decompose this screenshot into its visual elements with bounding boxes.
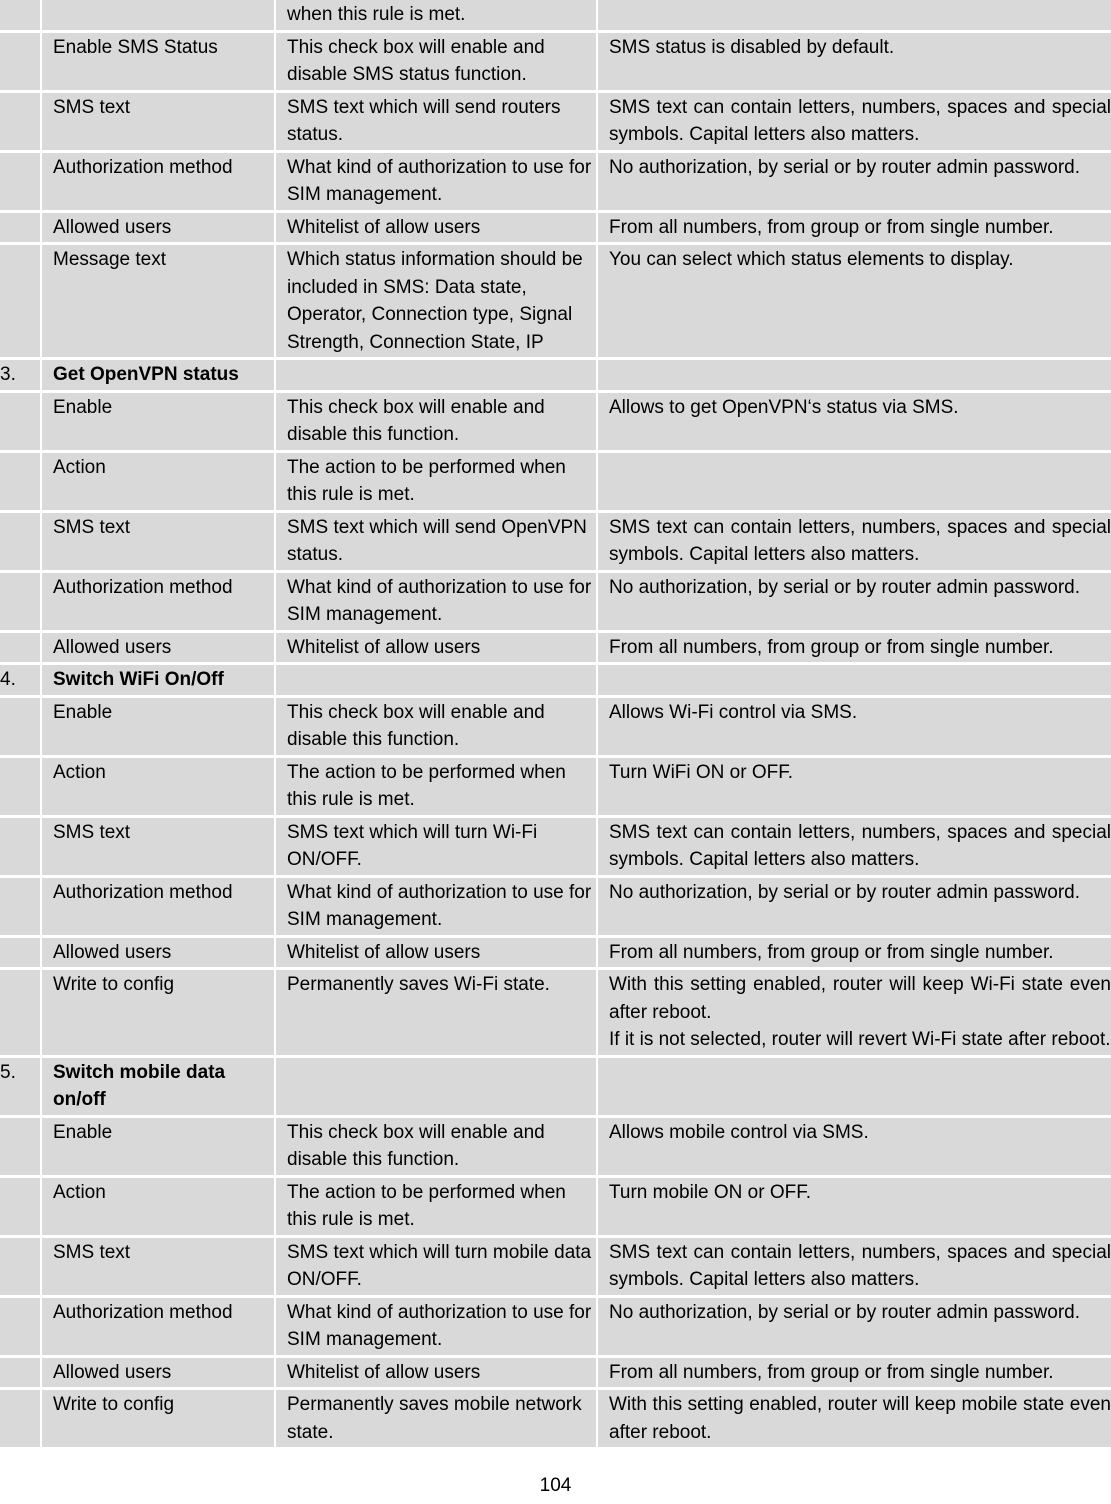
parameter-cell	[42, 360, 276, 393]
row-number-cell-text: 4.	[0, 669, 16, 690]
description-cell-text: when this rule is met.	[287, 4, 466, 25]
notes-cell-text-2: If it is not selected, router will revert Wi-Fi state after reboot.	[609, 1029, 1111, 1050]
description-cell-text: This check box will enable and disable this function.	[287, 1121, 545, 1170]
notes-cell-text: No authorization, by serial or by router admin password.	[609, 881, 1081, 903]
description-cell	[276, 1298, 598, 1358]
notes-cell	[598, 1118, 1111, 1178]
description-cell	[276, 698, 598, 758]
parameter-cell-text: Allowed users	[53, 216, 172, 238]
parameter-cell	[42, 245, 276, 360]
parameter-cell	[42, 633, 276, 666]
parameter-cell	[42, 513, 276, 573]
parameter-cell-text: Action	[53, 761, 106, 783]
description-cell	[276, 818, 598, 878]
row-number-cell	[0, 513, 42, 573]
description-cell	[276, 93, 598, 153]
description-cell-text: The action to be performed when this rule is met.	[287, 456, 566, 505]
description-cell	[276, 213, 598, 246]
section-header-row	[0, 360, 1111, 393]
notes-cell-text: SMS text can contain letters, numbers, spaces and special symbols. Capital letters also matters.	[609, 516, 1111, 565]
description-cell-text: The action to be performed when this rule is met.	[287, 1181, 566, 1230]
parameter-cell-text: Action	[53, 1181, 106, 1203]
description-cell	[276, 1178, 598, 1238]
parameter-cell	[42, 1390, 276, 1450]
parameter-cell	[42, 33, 276, 93]
notes-cell-text: Allows to get OpenVPN‘s status via SMS.	[609, 396, 959, 418]
notes-cell	[598, 758, 1111, 818]
notes-cell	[598, 245, 1111, 360]
parameter-cell-text: SMS text	[53, 1241, 131, 1263]
row-number-cell-text: 3.	[0, 364, 16, 385]
row-number-cell	[0, 1390, 42, 1450]
description-cell	[276, 245, 598, 360]
notes-cell	[598, 360, 1111, 393]
description-cell-text: Permanently saves Wi-Fi state.	[287, 974, 550, 995]
notes-cell	[598, 1390, 1111, 1450]
parameter-cell	[42, 393, 276, 453]
parameter-cell-text: Authorization method	[53, 156, 233, 178]
table-row	[0, 1390, 1111, 1450]
parameter-cell	[42, 0, 276, 33]
parameter-cell	[42, 153, 276, 213]
parameter-cell-text: Enable	[53, 1121, 113, 1143]
table-row	[0, 573, 1111, 633]
description-cell-text: Permanently saves mobile network state.	[287, 1394, 582, 1443]
row-number-cell	[0, 1358, 42, 1391]
parameter-cell-text: Authorization method	[53, 881, 233, 903]
description-cell	[276, 360, 598, 393]
parameter-cell-text: Authorization method	[53, 1301, 233, 1323]
notes-cell	[598, 1178, 1111, 1238]
table-row	[0, 33, 1111, 93]
parameter-cell	[42, 1058, 276, 1118]
notes-cell	[598, 818, 1111, 878]
description-cell	[276, 878, 598, 938]
description-cell-text: This check box will enable and disable this function.	[287, 701, 545, 750]
description-cell	[276, 938, 598, 971]
row-number-cell	[0, 878, 42, 938]
notes-cell-text: SMS text can contain letters, numbers, spaces and special symbols. Capital letters also matters.	[609, 1241, 1111, 1290]
table-row	[0, 1178, 1111, 1238]
notes-cell	[598, 453, 1111, 513]
description-cell-text: SMS text which will turn mobile data ON/OFF.	[287, 1241, 592, 1290]
description-cell	[276, 665, 598, 698]
row-number-cell	[0, 245, 42, 360]
parameter-cell-text: Allowed users	[53, 1361, 172, 1383]
description-cell-text: Whitelist of allow users	[287, 216, 481, 238]
row-number-cell	[0, 1118, 42, 1178]
row-number-cell	[0, 0, 42, 33]
description-cell-text: Whitelist of allow users	[287, 1361, 481, 1383]
notes-cell-text: Turn WiFi ON or OFF.	[609, 761, 794, 783]
table-row	[0, 970, 1111, 1058]
notes-cell	[598, 213, 1111, 246]
description-cell-text: This check box will enable and disable this function.	[287, 396, 545, 445]
table-row	[0, 393, 1111, 453]
description-cell-text: What kind of authorization to use for SIM management.	[287, 576, 592, 625]
row-number-cell	[0, 93, 42, 153]
section-header-row	[0, 1058, 1111, 1118]
description-cell-text: SMS text which will send routers status.	[287, 96, 561, 145]
description-cell	[276, 1358, 598, 1391]
table-row	[0, 93, 1111, 153]
row-number-cell	[0, 1298, 42, 1358]
parameter-cell	[42, 573, 276, 633]
parameter-cell	[42, 1238, 276, 1298]
table-row	[0, 1358, 1111, 1391]
notes-cell	[598, 1238, 1111, 1298]
row-number-cell	[0, 1238, 42, 1298]
row-number-cell	[0, 213, 42, 246]
table-row	[0, 213, 1111, 246]
row-number-cell	[0, 393, 42, 453]
row-number-cell	[0, 665, 42, 698]
parameter-cell	[42, 1358, 276, 1391]
description-cell	[276, 513, 598, 573]
notes-cell-text: No authorization, by serial or by router admin password.	[609, 156, 1081, 178]
table-row	[0, 1298, 1111, 1358]
table-row	[0, 0, 1111, 33]
notes-cell-text: With this setting enabled, router will keep mobile state even after reboot.	[609, 1394, 1111, 1443]
notes-cell	[598, 513, 1111, 573]
notes-cell-text: SMS text can contain letters, numbers, spaces and special symbols. Capital letters also matters.	[609, 821, 1111, 870]
table-row	[0, 245, 1111, 360]
notes-cell-text: From all numbers, from group or from single number.	[609, 1361, 1054, 1383]
notes-cell-text: Allows mobile control via SMS.	[609, 1121, 869, 1143]
table-row	[0, 633, 1111, 666]
table-row	[0, 698, 1111, 758]
description-cell-text: What kind of authorization to use for SIM management.	[287, 156, 592, 205]
table-row	[0, 1118, 1111, 1178]
description-cell-text: SMS text which will turn Wi-Fi ON/OFF.	[287, 821, 538, 870]
parameter-cell-text: Allowed users	[53, 941, 172, 963]
parameter-cell	[42, 1118, 276, 1178]
description-cell	[276, 1390, 598, 1450]
notes-cell-text: No authorization, by serial or by router admin password.	[609, 576, 1081, 598]
parameter-cell-text: Enable	[53, 701, 113, 723]
description-cell	[276, 633, 598, 666]
parameter-cell-text: Enable	[53, 396, 113, 418]
parameter-cell	[42, 453, 276, 513]
table-row	[0, 453, 1111, 513]
parameter-cell	[42, 213, 276, 246]
row-number-cell	[0, 453, 42, 513]
notes-cell-text: From all numbers, from group or from single number.	[609, 636, 1054, 658]
notes-cell	[598, 665, 1111, 698]
description-cell	[276, 573, 598, 633]
notes-cell	[598, 938, 1111, 971]
row-number-cell	[0, 153, 42, 213]
notes-cell-text: Turn mobile ON or OFF.	[609, 1181, 812, 1203]
notes-cell-text: Allows Wi-Fi control via SMS.	[609, 701, 858, 723]
description-cell	[276, 1238, 598, 1298]
notes-cell-text: From all numbers, from group or from single number.	[609, 941, 1054, 963]
table-row	[0, 513, 1111, 573]
parameter-cell	[42, 93, 276, 153]
table-row	[0, 153, 1111, 213]
row-number-cell	[0, 360, 42, 393]
notes-cell-text: No authorization, by serial or by router admin password.	[609, 1301, 1081, 1323]
description-cell-text: SMS text which will send OpenVPN status.	[287, 516, 587, 565]
notes-cell-text: With this setting enabled, router will keep Wi-Fi state even after reboot.	[609, 974, 1111, 1023]
notes-cell	[598, 970, 1111, 1058]
description-cell	[276, 970, 598, 1058]
table-row	[0, 818, 1111, 878]
parameter-cell-text: SMS text	[53, 96, 131, 118]
row-number-cell	[0, 970, 42, 1058]
notes-cell-text: SMS text can contain letters, numbers, spaces and special symbols. Capital letters also matters.	[609, 96, 1111, 145]
notes-cell	[598, 0, 1111, 33]
parameter-cell-text: Message text	[53, 249, 166, 270]
notes-cell	[598, 393, 1111, 453]
description-cell-text: Which status information should be included in SMS: Data state, Operator, Connection type, Signal Strength, Connection State, IP	[287, 249, 583, 353]
notes-cell	[598, 698, 1111, 758]
row-number-cell	[0, 1058, 42, 1118]
description-cell	[276, 393, 598, 453]
description-cell-text: What kind of authorization to use for SIM management.	[287, 1301, 592, 1350]
parameter-cell-text: Enable SMS Status	[53, 36, 218, 58]
parameter-cell	[42, 665, 276, 698]
parameter-cell-text: Switch WiFi On/Off	[53, 669, 224, 690]
parameter-cell-text: Get OpenVPN status	[53, 364, 239, 385]
parameter-cell-text: SMS text	[53, 821, 131, 843]
notes-cell	[598, 1358, 1111, 1391]
parameter-cell	[42, 878, 276, 938]
parameter-cell	[42, 1178, 276, 1238]
row-number-cell	[0, 758, 42, 818]
parameter-cell-text: Write to config	[53, 1394, 175, 1415]
description-cell	[276, 1118, 598, 1178]
parameter-cell	[42, 758, 276, 818]
parameter-cell-text: SMS text	[53, 516, 131, 538]
table-row	[0, 938, 1111, 971]
description-cell	[276, 1058, 598, 1118]
description-cell-text: This check box will enable and disable SMS status function.	[287, 36, 545, 85]
page-number: 104	[539, 1475, 572, 1496]
notes-cell	[598, 33, 1111, 93]
notes-cell	[598, 878, 1111, 938]
notes-cell	[598, 573, 1111, 633]
description-cell-text: What kind of authorization to use for SIM management.	[287, 881, 592, 930]
notes-cell-text: SMS status is disabled by default.	[609, 36, 895, 58]
description-cell-text: Whitelist of allow users	[287, 636, 481, 658]
row-number-cell	[0, 698, 42, 758]
description-cell	[276, 153, 598, 213]
row-number-cell	[0, 1178, 42, 1238]
row-number-cell-text: 5.	[0, 1061, 16, 1083]
table-row	[0, 878, 1111, 938]
notes-cell	[598, 1298, 1111, 1358]
parameter-cell-text: Action	[53, 456, 106, 478]
description-cell	[276, 0, 598, 33]
parameter-cell-text: Allowed users	[53, 636, 172, 658]
row-number-cell	[0, 573, 42, 633]
parameter-cell-text: Write to config	[53, 974, 175, 995]
notes-cell	[598, 1058, 1111, 1118]
description-cell-text: Whitelist of allow users	[287, 941, 481, 963]
row-number-cell	[0, 818, 42, 878]
notes-cell	[598, 633, 1111, 666]
row-number-cell	[0, 938, 42, 971]
notes-cell	[598, 153, 1111, 213]
description-cell	[276, 33, 598, 93]
description-cell-text: The action to be performed when this rule is met.	[287, 761, 566, 810]
parameter-cell	[42, 818, 276, 878]
parameter-cell-text: Switch mobile data on/off	[53, 1061, 226, 1110]
description-cell	[276, 453, 598, 513]
description-cell	[276, 758, 598, 818]
notes-cell-text: You can select which status elements to display.	[609, 249, 1014, 270]
table-row	[0, 1238, 1111, 1298]
section-header-row	[0, 665, 1111, 698]
row-number-cell	[0, 633, 42, 666]
parameter-cell	[42, 938, 276, 971]
row-number-cell	[0, 33, 42, 93]
parameter-cell	[42, 1298, 276, 1358]
parameter-cell	[42, 970, 276, 1058]
notes-cell-text: From all numbers, from group or from single number.	[609, 216, 1054, 238]
table-row	[0, 758, 1111, 818]
parameter-cell	[42, 698, 276, 758]
parameter-cell-text: Authorization method	[53, 576, 233, 598]
notes-cell	[598, 93, 1111, 153]
